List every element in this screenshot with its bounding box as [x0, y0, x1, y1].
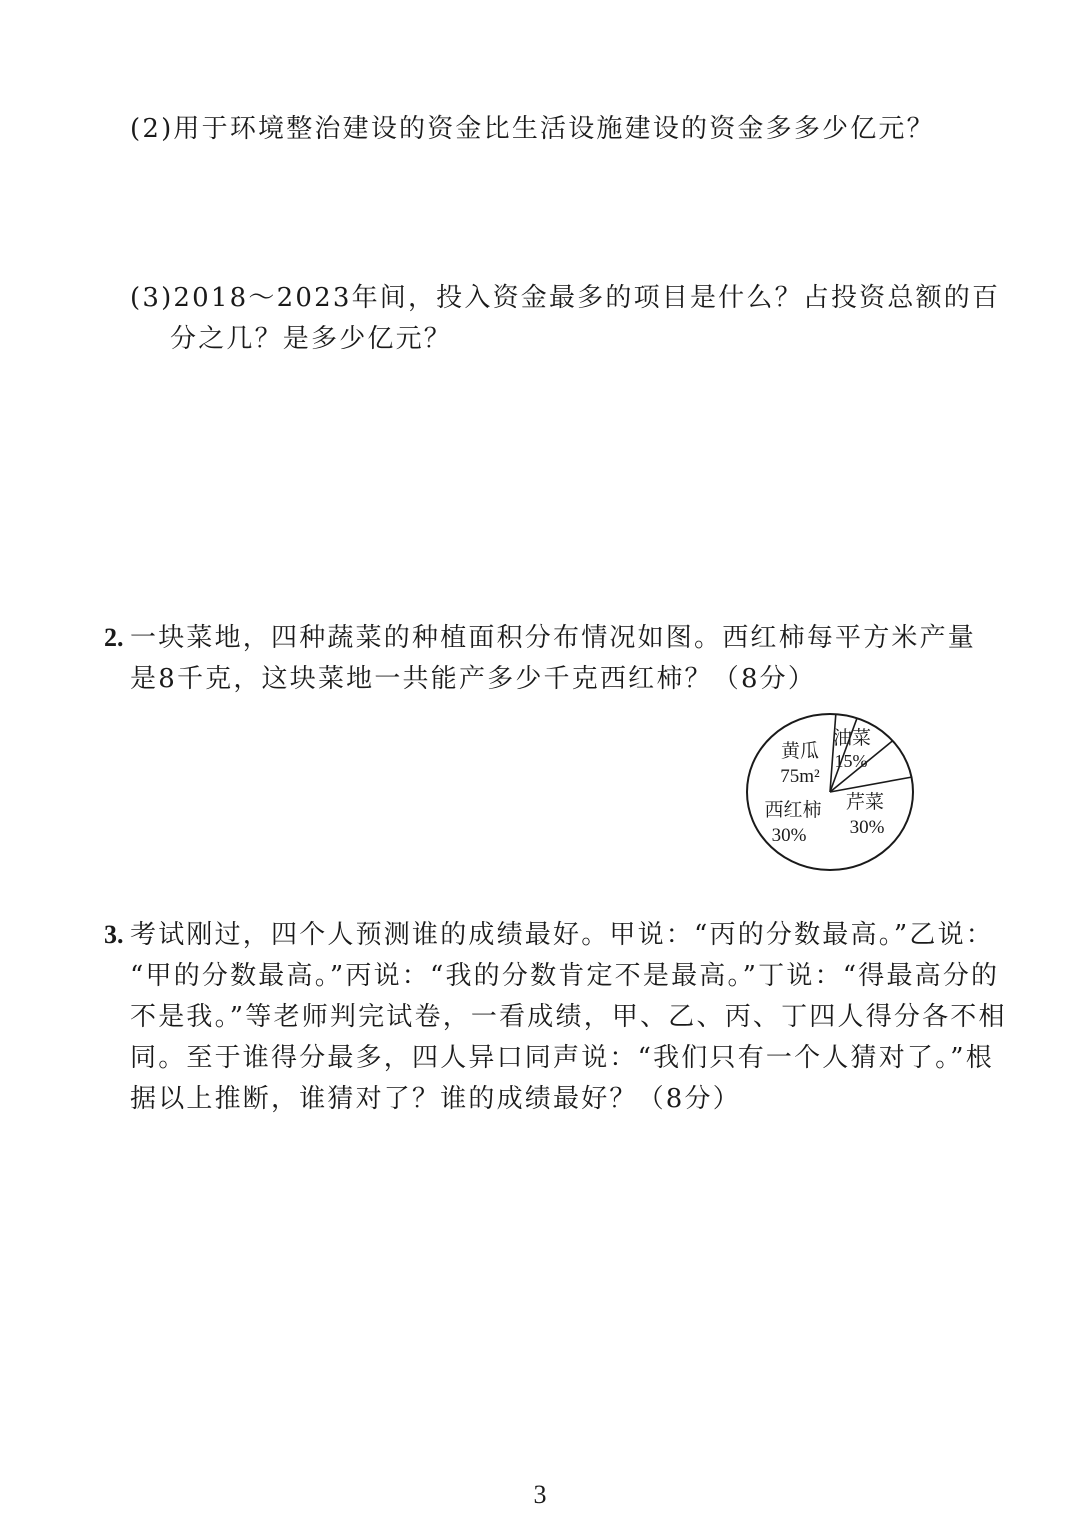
- slice-celery-label: 30%: [849, 817, 885, 838]
- question-1-part-3-line-1: (3)2018～2023年间，投入资金最多的项目是什么？占投资总额的百: [130, 283, 1001, 313]
- question-3-line-2: “甲的分数最高。”丙说：“我的分数肯定不是最高。”丁说：“得最高分的: [130, 961, 1000, 991]
- question-3-line-4: 同。至于谁得分最多，四人异口同声说：“我们只有一个人猜对了。”根: [130, 1043, 994, 1073]
- page-number: 3: [533, 1480, 547, 1509]
- question-3-line-5: 据以上推断，谁猜对了？谁的成绩最好？（8分）: [130, 1084, 741, 1114]
- question-3-number: 3.: [104, 920, 124, 949]
- slice-cucumber-name: 黄瓜: [780, 740, 820, 762]
- question-3-line-1: 考试刚过，四个人预测谁的成绩最好。甲说：“丙的分数最高。”乙说：: [130, 920, 994, 950]
- slice-celery-name: 芹菜: [845, 791, 885, 813]
- slice-cucumber-label: 75m²: [780, 766, 820, 787]
- question-1-part-2: (2)用于环境整治建设的资金比生活设施建设的资金多多少亿元？: [130, 114, 935, 144]
- slice-rapeseed-name: 油菜: [832, 727, 872, 749]
- question-2-number: 2.: [104, 623, 124, 652]
- vegetable-area-pie-chart: [745, 712, 915, 872]
- question-3-line-3: 不是我。”等老师判完试卷，一看成绩，甲、乙、丙、丁四人得分各不相: [130, 1002, 1007, 1032]
- question-1-part-3-line-2: 分之几？是多少亿元？: [170, 324, 453, 354]
- question-2-line-2: 是8千克，这块菜地一共能产多少千克西红柿？（8分）: [130, 664, 817, 694]
- pie-divider-left: [830, 777, 912, 792]
- slice-tomato-label: 30%: [771, 825, 807, 846]
- slice-rapeseed-label: 15%: [834, 751, 868, 771]
- question-2-line-1: 一块菜地，四种蔬菜的种植面积分布情况如图。西红柿每平方米产量: [130, 623, 977, 653]
- slice-tomato-name: 西红柿: [764, 799, 822, 821]
